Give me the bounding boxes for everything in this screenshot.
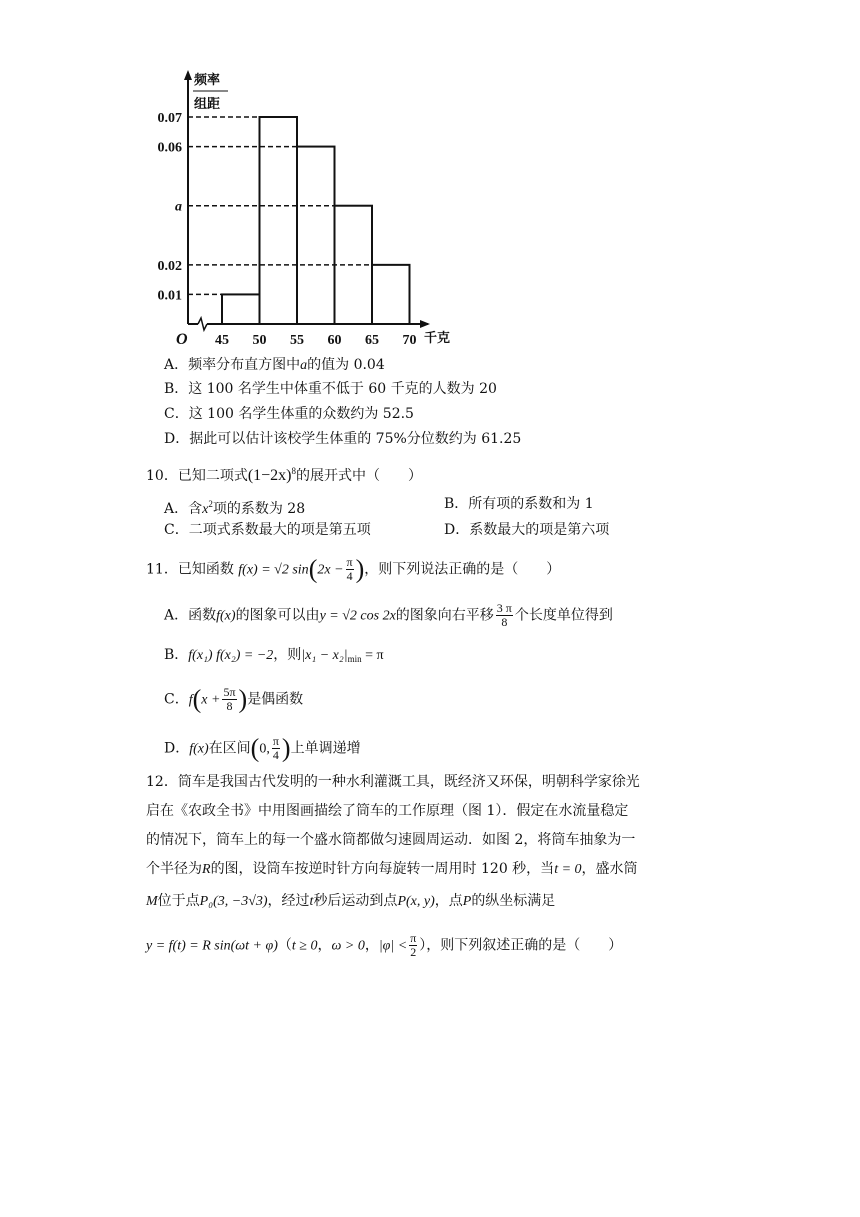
axis-break [198, 318, 207, 330]
frequency-histogram [140, 68, 470, 350]
q9-option-a-end: 的值为 0.04 [307, 357, 385, 373]
q11-fraction [346, 556, 354, 583]
y-tick-label: 0.07 [157, 111, 182, 126]
q12-point-P0: P₀(3, −3√3) [199, 894, 268, 909]
q12-line-5-e: 的纵坐标满足 [471, 893, 556, 909]
q12-line-4-a: 个半径为 [146, 861, 202, 877]
q9-option-b: B．这 100 名学生中体重不低于 60 千克的人数为 20 [164, 381, 497, 397]
q10-option-d: D．系数最大的项是第六项 [444, 522, 610, 538]
q9-option-d: D．据此可以估计该校学生体重的 75%分位数约为 61.25 [164, 431, 522, 447]
q11-option-d-text: D． [164, 740, 190, 757]
q12-equation-line: y = f(t) = R sin(ωt + φ)（t ≥ 0，ω > 0，|φ| < $\frac{\pi}{2}$ ），则下列叙述正确的是（ ） [146, 931, 623, 959]
q11-option-a-fraction [496, 602, 513, 629]
q12-point-Pxy: P(x, y) [397, 894, 435, 909]
q12-cond-fraction [409, 932, 417, 959]
q12-line-2: 启在《农政全书》中用图画描绘了筒车的工作原理（图 1）．假定在水流量稳定 [146, 803, 629, 819]
q12-tail: ，则下列叙述正确的是（ ） [426, 937, 623, 954]
histogram-bar [260, 117, 298, 324]
q12-cond-den: 2 [410, 945, 417, 959]
q10-expr: (1−2x) [247, 467, 292, 484]
q11-option-c-f: f [188, 692, 193, 708]
x-tick-label: 60 [327, 333, 342, 348]
y-tick-label: 0.01 [157, 288, 182, 304]
q11-arg: 2x − [317, 562, 344, 578]
q11-option-b-eq: = π [361, 648, 384, 663]
q10-option-b: B．所有项的系数和为 1 [444, 496, 594, 512]
q12-t0: t = 0 [554, 862, 582, 877]
q11-option-d-num: π [272, 734, 279, 748]
q12-var-R: R [202, 862, 211, 877]
q11-option-c-b: 是偶函数 [247, 691, 304, 708]
q11-option-a-num: 3 π [496, 601, 512, 615]
q10-option-a-end: 项的系数为 28 [212, 501, 306, 517]
q11-option-a-text: A．函数 [164, 607, 217, 624]
q12-line-1: 12．筒车是我国古代发明的一种水利灌溉工具，既经济又环保，明朝科学家徐光 [146, 774, 640, 790]
y-axis-label-bottom: 组距 [194, 97, 221, 112]
q12-var-P: P [462, 894, 472, 909]
q9-option-a [164, 355, 385, 376]
q11-option-d-int: 0, [259, 741, 270, 757]
q11-frac-den: 4 [346, 569, 353, 583]
y-axis-label-top: 频率 [194, 73, 221, 88]
q11-option-d-b: 在区间 [208, 740, 251, 757]
q12-var-t: t [309, 894, 314, 909]
q12-var-M: M [146, 894, 158, 909]
q10-stem-b: 的展开式中（ ） [296, 468, 423, 484]
q11-option-a-c: 的图象向右平移 [395, 607, 494, 624]
q12-cond-2: ω > 0 [331, 938, 365, 954]
histogram-bar [222, 294, 260, 324]
q12-line-4-c: ，盛水筒 [581, 861, 638, 877]
q10-exponent: 8 [291, 466, 297, 476]
q11-option-c-paren-close: ) [238, 684, 248, 714]
q11-option-c-paren-open: ( [192, 684, 202, 714]
q12-line-3: 的情况下，筒车上的每一个盛水筒都做匀速圆周运动．如图 2，将筒车抽象为一 [146, 832, 636, 848]
q11-option-c [164, 686, 303, 713]
q10-option-a-x: x [202, 502, 209, 517]
q12-cond-3: |φ| < [378, 938, 408, 954]
q9-option-c: C．这 100 名学生体重的众数约为 52.5 [164, 406, 414, 422]
q12-line-4 [146, 855, 731, 884]
y-tick-label: 0.06 [157, 140, 182, 156]
q12-line-5-c: 秒后运动到点 [313, 893, 398, 909]
origin-label: O [176, 331, 188, 348]
q11-option-a-f: f(x) [216, 608, 236, 624]
q11-option-c-text: C． [164, 691, 189, 708]
q10-option-a [164, 494, 305, 520]
x-axis-arrow [420, 320, 430, 328]
q12-cond-1: t ≥ 0 [291, 938, 318, 954]
q10-option-c: C．二项式系数最大的项是第五项 [164, 522, 371, 538]
histogram-bar [372, 265, 410, 324]
q11-option-b-expr2: |x₁ − x₂| [301, 648, 348, 663]
q12-line-5-b: ，经过 [267, 893, 310, 909]
q9-option-a-var: a [300, 358, 308, 373]
q11-stem-b: ，则下列说法正确的是（ ） [364, 561, 561, 578]
x-axis-unit-label: 千克 [424, 331, 451, 346]
q11-option-c-den: 8 [226, 699, 233, 713]
histogram-bar [297, 147, 335, 324]
q11-option-b-b: ，则 [273, 647, 302, 663]
y-axis-arrow [184, 70, 192, 80]
q12-paragraph [146, 768, 731, 919]
q11-stem [146, 556, 560, 583]
q12-line-5-a: 位于点 [157, 893, 200, 909]
q10-stem [146, 461, 422, 486]
q11-option-b-min: min [347, 654, 362, 664]
q12-line-4-b: 的图，设筒车按逆时针方向每旋转一周用时 120 秒，当 [210, 861, 555, 877]
q11-option-c-fraction [222, 686, 236, 713]
q11-paren-close: ) [355, 554, 365, 584]
q11-option-a-b: 的图象可以由 [235, 607, 320, 624]
x-tick-label: 50 [252, 333, 267, 348]
x-tick-label: 70 [402, 333, 417, 348]
q12-line-5 [146, 884, 731, 919]
q11-option-c-num: 5π [223, 685, 236, 699]
q11-option-d-den: 4 [272, 748, 279, 762]
q11-option-b-text: B． [164, 647, 189, 663]
q12-equation: y = f(t) = R sin(ωt + φ) [146, 938, 278, 954]
x-tick-label: 55 [290, 333, 304, 348]
q11-option-d-c: 上单调递增 [290, 740, 361, 757]
q11-option-a-g: y = √2 cos 2x [319, 608, 396, 624]
x-tick-label: 65 [365, 333, 379, 348]
q11-option-d-f: f(x) [189, 741, 209, 757]
y-tick-label: 0.02 [157, 258, 182, 274]
q11-option-b [164, 645, 384, 669]
q10-option-a-power: 2 [208, 499, 213, 509]
q10-option-a-text: A．含 [164, 501, 203, 517]
q11-option-d-fraction [272, 735, 280, 762]
q11-option-a-den: 8 [501, 615, 508, 629]
q11-stem-a: 11．已知函数 [146, 561, 234, 578]
q9-option-a-text: A．频率分布直方图中 [164, 357, 301, 373]
x-tick-label: 45 [215, 333, 229, 348]
q11-option-d-paren-open: ( [250, 733, 260, 763]
q11-option-a-d: 个长度单位得到 [514, 607, 613, 624]
q11-option-d-paren-close: ) [281, 733, 291, 763]
q11-function: f(x) = √2 sin [238, 562, 309, 578]
q11-option-d [164, 735, 361, 762]
q12-line-5-d: ，点 [434, 893, 463, 909]
q11-option-c-x: x + [201, 692, 221, 708]
q10-stem-a: 10．已知二项式 [146, 468, 248, 484]
q11-paren-open: ( [308, 554, 318, 584]
q11-frac-num: π [346, 555, 353, 569]
q11-option-a [164, 602, 613, 629]
y-tick-label: a [175, 199, 182, 215]
q11-option-b-expr: f(x₁) f(x₂) = −2 [188, 648, 274, 663]
q12-cond-num: π [410, 931, 417, 945]
